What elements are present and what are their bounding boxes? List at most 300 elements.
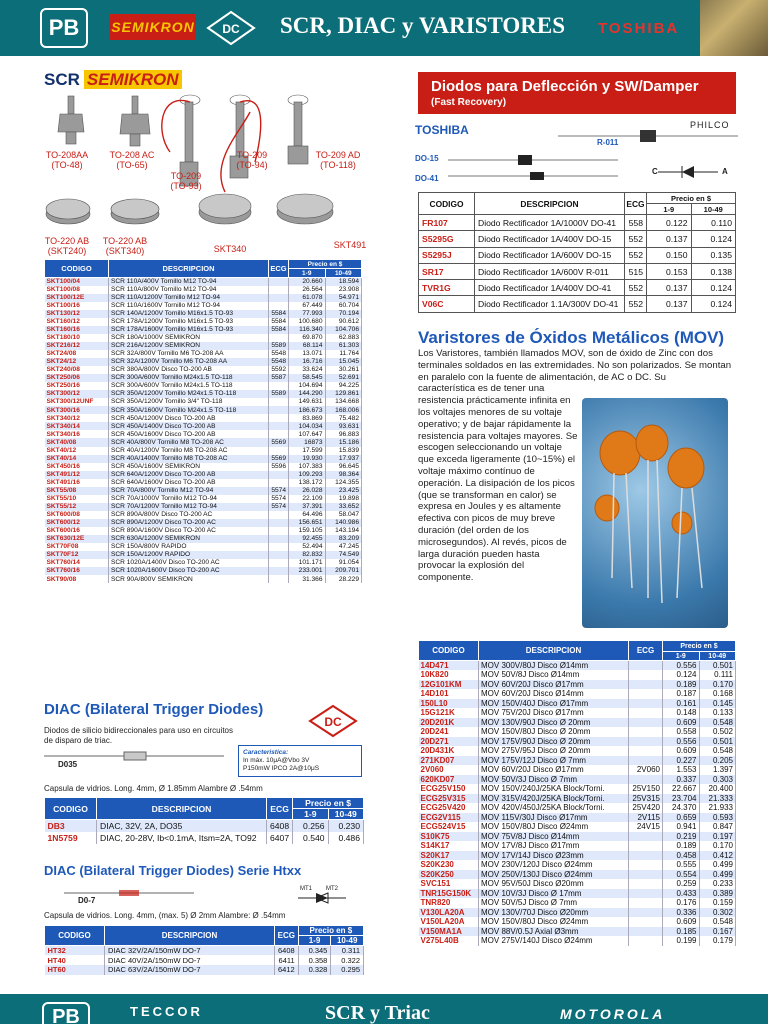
cell-descripcion: SCR 70A/1000V Tornillo M12 TO-94 xyxy=(109,495,269,503)
cell-descripcion: MOV 175V/12J Disco Ø 7mm xyxy=(479,756,629,766)
cell-codigo: SKT340/12 xyxy=(45,414,109,422)
col-codigo: CODIGO xyxy=(45,798,97,820)
cell-ecg xyxy=(629,746,663,756)
cell-descripcion: SCR 110A/800V Tornillo M12 TO-94 xyxy=(109,286,269,294)
cell-ecg xyxy=(269,447,289,455)
cell-descripcion: SCR 110A/1600V Tornillo M12 TO-94 xyxy=(109,302,269,310)
cell-ecg xyxy=(269,286,289,294)
cell-price-10-49: 0.501 xyxy=(699,737,736,747)
cell-ecg xyxy=(629,832,663,842)
cell-price-1-9: 68.114 xyxy=(289,342,326,350)
cell-codigo: SKT70F12 xyxy=(45,551,109,559)
cell-ecg: 5584 xyxy=(269,318,289,326)
cell-price-10-49: 0.499 xyxy=(699,870,736,880)
cell-ecg: 5596 xyxy=(269,463,289,471)
cell-codigo: 20D241 xyxy=(419,727,479,737)
table-row xyxy=(45,567,362,575)
table-row xyxy=(45,286,362,294)
cell-ecg xyxy=(629,870,663,880)
cell-price-1-9: 16873 xyxy=(289,438,326,446)
diac-htxx-table-body xyxy=(45,946,364,975)
cell-price-10-49: 0.138 xyxy=(691,263,736,279)
cell-descripcion: SCR 450A/1200V Disco TO-200 AB xyxy=(109,414,269,422)
cell-descripcion: MOV 175V/90J Disco Ø 20mm xyxy=(479,737,629,747)
cell-price-10-49: 0.124 xyxy=(691,231,736,247)
table-row xyxy=(419,680,736,690)
cell-price-10-49: 0.847 xyxy=(699,822,736,832)
cell-price-10-49: 61.303 xyxy=(325,342,362,350)
motorola-logo: MOTOROLA xyxy=(560,1006,666,1022)
cell-descripcion: SCR 40A/800V Tornillo M8 TO-208 AC xyxy=(109,438,269,446)
cell-codigo: TNR820 xyxy=(419,898,479,908)
table-row xyxy=(419,908,736,918)
col-descripcion: DESCRIPCION xyxy=(109,260,269,278)
col-descripcion: DESCRIPCION xyxy=(479,641,629,661)
cell-price-1-9: 0.540 xyxy=(293,832,328,844)
cell-price-10-49: 21.333 xyxy=(699,794,736,804)
table-row xyxy=(419,822,736,832)
cell-codigo: SKT300/12UNF xyxy=(45,398,109,406)
cell-codigo: SKT250/06 xyxy=(45,374,109,382)
cell-descripcion: SCR 70A/1200V Tornillo M12 TO-94 xyxy=(109,503,269,511)
col-precio: Precio en $ xyxy=(647,193,736,204)
cell-codigo: ECG25V420 xyxy=(419,803,479,813)
cell-descripcion: SCR 178A/1600V Tornillo M16x1.5 TO-93 xyxy=(109,326,269,334)
cell-price-10-49: 15.839 xyxy=(325,447,362,455)
table-row xyxy=(419,756,736,766)
col-price-1-9: 1-9 xyxy=(647,204,692,215)
cell-price-10-49: 98.364 xyxy=(325,471,362,479)
cell-codigo: S5295G xyxy=(419,231,475,247)
cell-descripcion: MOV 10V/3J Disco Ø 17mm xyxy=(479,889,629,899)
cell-price-1-9: 0.337 xyxy=(663,775,700,785)
cell-ecg: 5548 xyxy=(269,358,289,366)
cell-price-1-9: 67.449 xyxy=(289,302,326,310)
char-line-1: In máx. 10μA@Vbo 3V xyxy=(243,757,310,764)
cell-price-10-49: 11.764 xyxy=(325,350,362,358)
cell-price-10-49: 0.135 xyxy=(691,247,736,263)
cell-price-1-9: 92.455 xyxy=(289,535,326,543)
cell-descripcion: MOV 130V/90J Disco Ø 20mm xyxy=(479,718,629,728)
cell-price-1-9: 0.122 xyxy=(647,215,692,231)
cell-price-10-49: 168.006 xyxy=(325,406,362,414)
table-row xyxy=(419,898,736,908)
cell-ecg xyxy=(629,775,663,785)
cell-price-10-49: 0.145 xyxy=(699,699,736,709)
cell-descripcion: SCR 1020A/1400V Disco TO-200 AC xyxy=(109,559,269,567)
cell-ecg xyxy=(629,879,663,889)
cell-price-10-49: 104.706 xyxy=(325,326,362,334)
cell-ecg xyxy=(629,708,663,718)
cell-price-10-49: 15.186 xyxy=(325,438,362,446)
cell-descripcion: DIAC 40V/2A/150mW DO-7 xyxy=(105,955,275,965)
cell-descripcion: SCR 640A/1600V Disco TO-200 AB xyxy=(109,479,269,487)
cell-ecg xyxy=(629,718,663,728)
cell-ecg xyxy=(269,559,289,567)
cell-price-10-49: 30.261 xyxy=(325,366,362,374)
cell-descripcion: MOV 50V/5J Disco Ø 7mm xyxy=(479,898,629,908)
cell-codigo: 620KD07 xyxy=(419,775,479,785)
cell-price-10-49: 134.668 xyxy=(325,398,362,406)
table-row xyxy=(45,463,362,471)
cell-descripcion: SCR 300A/600V Tornillo M24x1.5 TO-118 xyxy=(109,382,269,390)
cell-codigo: SKT630/12E xyxy=(45,535,109,543)
cell-descripcion: SCR 150A/800V RAPIDO xyxy=(109,543,269,551)
cell-price-10-49: 94.225 xyxy=(325,382,362,390)
mt2-label: MT2 xyxy=(326,886,338,892)
table-row xyxy=(45,382,362,390)
cell-price-1-9: 104.034 xyxy=(289,422,326,430)
cell-price-1-9: 107.647 xyxy=(289,430,326,438)
cell-price-10-49: 18.594 xyxy=(325,278,362,286)
table-row xyxy=(419,746,736,756)
diac-htxx-price-table xyxy=(44,925,364,975)
cell-price-1-9: 116.340 xyxy=(289,326,326,334)
diac-htxx-title: DIAC (Bilateral Trigger Diodes) Serie Htxx xyxy=(44,863,302,878)
col-price-10-49: 10-49 xyxy=(328,809,363,820)
cell-codigo: SKT90/08 xyxy=(45,575,109,583)
cell-price-1-9: 58.545 xyxy=(289,374,326,382)
pkg-label-skt491: SKT491 xyxy=(333,240,367,250)
cell-ecg: 25V420 xyxy=(629,803,663,813)
component-photo xyxy=(700,0,768,56)
dc-logo-icon xyxy=(206,10,256,46)
table-row xyxy=(45,543,362,551)
cell-codigo: SKT100/08 xyxy=(45,286,109,294)
cell-price-1-9: 0.124 xyxy=(663,670,700,680)
cell-price-1-9: 186.673 xyxy=(289,406,326,414)
cell-price-10-49: 21.933 xyxy=(699,803,736,813)
cell-ecg xyxy=(629,841,663,851)
cell-descripcion: SCR 150A/1200V RAPIDO xyxy=(109,551,269,559)
cell-descripcion: MOV 150V/80J Disco Ø24mm xyxy=(479,917,629,927)
cell-ecg xyxy=(269,382,289,390)
svg-text:DC: DC xyxy=(222,22,240,36)
cell-ecg xyxy=(629,680,663,690)
cell-price-1-9: 64.496 xyxy=(289,511,326,519)
col-codigo: CODIGO xyxy=(419,193,475,215)
cell-ecg xyxy=(269,479,289,487)
cell-price-1-9: 0.659 xyxy=(663,813,700,823)
cell-ecg xyxy=(269,567,289,575)
cell-price-10-49: 23.425 xyxy=(325,487,362,495)
cell-codigo: SKT24/08 xyxy=(45,350,109,358)
cell-codigo: SKT600/16 xyxy=(45,527,109,535)
mov-intro-column: característica es de tener una resistencia prácticamente infinita en los voltajes menores de su voltaje operativo; y de bajar rápidamente la resistencia para voltajes mayores. Se escogen seleccionando un voltaje que exceda ligeramente (10~15%) el voltaje máximo contínuo de operación. La disipación de los picos (que se transforman en calor) se expresa en Joules y es altamente efectiva con picos de muy breve duración (del orden de los microsegundos). Al revés, picos de larga duración pueden hasta provocar la explosión del componente. xyxy=(418,383,578,584)
do41-label: DO-41 xyxy=(415,174,439,183)
cell-price-10-49: 1.397 xyxy=(699,765,736,775)
cell-price-10-49: 93.631 xyxy=(325,422,362,430)
diac-note: Capsula de vidrios. Long. 4mm, Ø 1.85mm Alambre Ø .54mm xyxy=(44,784,263,793)
cell-price-10-49: 33.652 xyxy=(325,503,362,511)
col-precio: Precio en $ xyxy=(298,926,363,936)
cell-ecg: 5569 xyxy=(269,455,289,463)
cell-ecg: 5584 xyxy=(269,310,289,318)
table-row xyxy=(45,430,362,438)
cell-ecg xyxy=(269,294,289,302)
table-row xyxy=(45,406,362,414)
cell-codigo: FR107 xyxy=(419,215,475,231)
cell-ecg: 5589 xyxy=(269,390,289,398)
col-price-10-49: 10-49 xyxy=(691,204,736,215)
cell-price-1-9: 0.219 xyxy=(663,832,700,842)
table-row xyxy=(45,471,362,479)
cell-price-1-9: 0.609 xyxy=(663,718,700,728)
table-row xyxy=(45,946,364,956)
table-row xyxy=(45,358,362,366)
table-row xyxy=(419,215,736,231)
cell-price-1-9: 0.227 xyxy=(663,756,700,766)
cell-ecg: 2V060 xyxy=(629,765,663,775)
table-row xyxy=(45,479,362,487)
cell-price-1-9: 0.259 xyxy=(663,879,700,889)
cell-price-1-9: 0.555 xyxy=(663,860,700,870)
cell-price-1-9: 0.185 xyxy=(663,927,700,937)
cell-ecg: 6408 xyxy=(267,820,293,832)
cell-price-10-49: 0.179 xyxy=(699,936,736,946)
cell-codigo: SKT100/04 xyxy=(45,278,109,286)
cell-price-10-49: 0.303 xyxy=(699,775,736,785)
r011-label: R-011 xyxy=(597,138,619,147)
cell-descripcion: Diodo Rectificador 1A/1000V DO-41 xyxy=(475,215,625,231)
cell-codigo: SKT491/12 xyxy=(45,471,109,479)
cell-price-1-9: 22.667 xyxy=(663,784,700,794)
cell-price-10-49: 0.205 xyxy=(699,756,736,766)
table-row xyxy=(45,447,362,455)
cell-ecg: 5574 xyxy=(269,495,289,503)
col-precio: Precio en $ xyxy=(289,260,362,269)
table-row xyxy=(419,813,736,823)
mov-intro-text: Los Varistores, también llamados MOV, son de óxido de Zinc con dos terminales soldados en las extremidades. No son polarizados. Se montan en paralelo con la fuente de alimentación, de AC o DC. Su xyxy=(418,348,732,383)
cell-ecg: 25V315 xyxy=(629,794,663,804)
cell-descripcion: MOV 75V/20J Disco Ø17mm xyxy=(479,708,629,718)
cell-ecg: 25V150 xyxy=(629,784,663,794)
cell-price-1-9: 0.358 xyxy=(298,955,331,965)
cell-price-10-49: 129.861 xyxy=(325,390,362,398)
cell-ecg: 558 xyxy=(625,215,647,231)
cell-codigo: SKT160/12 xyxy=(45,318,109,326)
cell-descripcion: SCR 140A/1200V Tornillo M16x1.5 TO-93 xyxy=(109,310,269,318)
cell-price-1-9: 0.941 xyxy=(663,822,700,832)
cell-price-1-9: 0.153 xyxy=(647,263,692,279)
cell-ecg: 5574 xyxy=(269,487,289,495)
cell-codigo: SKT340/14 xyxy=(45,422,109,430)
cell-price-10-49: 0.548 xyxy=(699,746,736,756)
cell-codigo: 14D101 xyxy=(419,689,479,699)
cell-descripcion: MOV 17V/14J Disco Ø23mm xyxy=(479,851,629,861)
cell-codigo: 15G121K xyxy=(419,708,479,718)
cell-ecg xyxy=(269,535,289,543)
semikron-logo: SEMIKRON xyxy=(110,14,196,40)
cell-ecg xyxy=(269,422,289,430)
cell-codigo: SKT491/16 xyxy=(45,479,109,487)
cell-descripcion: SCR 640A/1200V Disco TO-200 AB xyxy=(109,471,269,479)
cell-ecg: 6407 xyxy=(267,832,293,844)
pkg-label-to208aa: TO-208AA (TO-48) xyxy=(45,150,89,170)
col-ecg: ECG xyxy=(629,641,663,661)
cell-descripcion: MOV 150V/80J Disco Ø 20mm xyxy=(479,727,629,737)
cell-codigo: 12G101KM xyxy=(419,680,479,690)
col-codigo: CODIGO xyxy=(45,926,105,946)
cell-price-10-49: 0.501 xyxy=(699,661,736,671)
cell-ecg xyxy=(629,670,663,680)
cell-descripcion: MOV 130V/70J Disco Ø20mm xyxy=(479,908,629,918)
cell-descripcion: DIAC 63V/2A/150mW DO-7 xyxy=(105,965,275,975)
cell-price-1-9: 138.172 xyxy=(289,479,326,487)
cell-descripcion: DIAC 32V/2A/150mW DO-7 xyxy=(105,946,275,956)
pb-logo: PB xyxy=(42,1002,90,1032)
table-row xyxy=(419,718,736,728)
cell-price-1-9: 22.109 xyxy=(289,495,326,503)
mov-table-body xyxy=(419,661,736,946)
cell-ecg xyxy=(629,927,663,937)
cell-ecg: 5587 xyxy=(269,374,289,382)
cell-descripcion: MOV 95V/50J Disco Ø20mm xyxy=(479,879,629,889)
cell-price-1-9: 100.680 xyxy=(289,318,326,326)
cell-ecg xyxy=(269,430,289,438)
cell-descripcion: SCR 450A/1600V SEMIKRON xyxy=(109,463,269,471)
diac-characteristics-box xyxy=(238,745,362,777)
table-row xyxy=(45,559,362,567)
table-row xyxy=(419,708,736,718)
cell-descripcion: SCR 40A/1200V Tornillo M8 TO-208 AC xyxy=(109,447,269,455)
cell-ecg: 6412 xyxy=(275,965,299,975)
cell-price-10-49: 0.548 xyxy=(699,718,736,728)
cell-price-1-9: 0.176 xyxy=(663,898,700,908)
cell-ecg xyxy=(269,551,289,559)
cell-descripcion: SCR 180A/1000V SEMIKRON xyxy=(109,334,269,342)
col-codigo: CODIGO xyxy=(45,260,109,278)
cell-price-10-49: 96.883 xyxy=(325,430,362,438)
cell-ecg xyxy=(629,689,663,699)
cell-descripcion: MOV 88V/0.5J Axial Ø3mm xyxy=(479,927,629,937)
table-row xyxy=(45,438,362,446)
cell-price-10-49: 0.168 xyxy=(699,689,736,699)
mt1-label: MT1 xyxy=(300,886,312,892)
cell-descripcion: MOV 17V/8J Disco Ø17mm xyxy=(479,841,629,851)
col-ecg: ECG xyxy=(625,193,647,215)
table-row xyxy=(419,737,736,747)
toshiba-label: TOSHIBA xyxy=(415,123,469,137)
table-row xyxy=(45,487,362,495)
cell-price-10-49: 0.167 xyxy=(699,927,736,937)
cell-ecg xyxy=(629,756,663,766)
cell-price-1-9: 0.161 xyxy=(663,699,700,709)
cell-codigo: SKT24/12 xyxy=(45,358,109,366)
table-row xyxy=(419,870,736,880)
cell-codigo: 20D271 xyxy=(419,737,479,747)
cell-descripcion: DIAC, 20-28V, Ib<0.1mA, Itsm=2A, TO92 xyxy=(97,832,267,844)
mov-components-photo xyxy=(582,398,728,628)
cell-descripcion: SCR 110A/400V Tornillo M12 TO-94 xyxy=(109,278,269,286)
cell-descripcion: SCR 32A/800V Tornillo M6 TO-208 AA xyxy=(109,350,269,358)
cell-descripcion: SCR 90A/800V SEMIKRON xyxy=(109,575,269,583)
cell-price-1-9: 0.554 xyxy=(663,870,700,880)
cell-descripcion: Diodo Rectificador 1A/600V R-011 xyxy=(475,263,625,279)
cell-descripcion: MOV 50V/3J Disco Ø 7mm xyxy=(479,775,629,785)
cell-price-1-9: 101.171 xyxy=(289,559,326,567)
do15-label: DO-15 xyxy=(415,154,439,163)
cell-ecg: 515 xyxy=(625,263,647,279)
cell-ecg: 552 xyxy=(625,247,647,263)
cell-price-10-49: 17.937 xyxy=(325,455,362,463)
cell-codigo: 271KD07 xyxy=(419,756,479,766)
pkg-label-to220-skt340: TO-220 AB (SKT340) xyxy=(102,236,148,256)
table-row xyxy=(45,310,362,318)
cell-price-10-49: 143.194 xyxy=(325,527,362,535)
cell-ecg xyxy=(269,414,289,422)
cell-ecg: 6411 xyxy=(275,955,299,965)
table-row xyxy=(419,784,736,794)
cell-ecg xyxy=(629,860,663,870)
cell-price-10-49: 0.111 xyxy=(699,670,736,680)
cell-ecg xyxy=(629,699,663,709)
cell-price-1-9: 0.556 xyxy=(663,661,700,671)
cell-price-1-9: 17.599 xyxy=(289,447,326,455)
cell-codigo: S20K230 xyxy=(419,860,479,870)
col-precio: Precio en $ xyxy=(663,641,736,652)
cell-codigo: SKT130/12 xyxy=(45,310,109,318)
cell-descripcion: SCR 630A/1200V SEMIKRON xyxy=(109,535,269,543)
cell-descripcion: SCR 40A/1400V Tornillo M8 TO-208 AC xyxy=(109,455,269,463)
semikron-label: SEMIKRON xyxy=(84,70,182,89)
pb-logo: PB xyxy=(40,8,88,48)
cell-price-10-49: 140.986 xyxy=(325,519,362,527)
cell-codigo: TVR1G xyxy=(419,280,475,296)
table-row xyxy=(45,955,364,965)
table-row xyxy=(419,851,736,861)
pkg-label-to220-skt240: TO-220 AB (SKT240) xyxy=(44,236,90,256)
cell-price-10-49: 74.549 xyxy=(325,551,362,559)
table-row xyxy=(45,820,364,832)
cell-price-1-9: 0.137 xyxy=(647,231,692,247)
cell-codigo: SKT40/08 xyxy=(45,438,109,446)
col-descripcion: DESCRIPCION xyxy=(475,193,625,215)
cell-ecg xyxy=(269,302,289,310)
cell-descripcion: SCR 350A/1200V Tornillo 3/4" TO-118 xyxy=(109,398,269,406)
cell-ecg: 5574 xyxy=(269,503,289,511)
diac-table-body xyxy=(45,820,364,844)
cell-price-10-49: 0.233 xyxy=(699,879,736,889)
table-row xyxy=(419,727,736,737)
teccor-logo: TECCOR xyxy=(130,1004,203,1019)
cell-codigo: S20K250 xyxy=(419,870,479,880)
cell-price-10-49: 0.230 xyxy=(328,820,363,832)
cell-price-1-9: 0.148 xyxy=(663,708,700,718)
diac-price-table xyxy=(44,797,364,844)
philco-label: PHILCO xyxy=(690,120,730,130)
cell-price-10-49: 0.170 xyxy=(699,680,736,690)
diac-description: Diodos de silicio bidireccionales para uso en circuitos de disparo de triac. xyxy=(44,726,233,745)
cell-codigo: S14K17 xyxy=(419,841,479,851)
table-row xyxy=(45,965,364,975)
cell-codigo: SKT250/16 xyxy=(45,382,109,390)
cell-price-1-9: 82.832 xyxy=(289,551,326,559)
diodes-section-header xyxy=(418,72,736,114)
cell-descripcion: Diodo Rectificador 1A/400V DO-15 xyxy=(475,231,625,247)
table-row xyxy=(419,263,736,279)
cell-codigo: SKT180/10 xyxy=(45,334,109,342)
cell-price-10-49: 47.245 xyxy=(325,543,362,551)
cell-price-1-9: 52.494 xyxy=(289,543,326,551)
cell-ecg: 5584 xyxy=(269,326,289,334)
col-descripcion: DESCRIPCION xyxy=(105,926,275,946)
diac-symbol-icon xyxy=(298,892,346,904)
cell-ecg: 6408 xyxy=(275,946,299,956)
table-row xyxy=(45,495,362,503)
cell-codigo: SKT340/16 xyxy=(45,430,109,438)
cell-descripcion: Diodo Rectificador 1A/400V DO-41 xyxy=(475,280,625,296)
